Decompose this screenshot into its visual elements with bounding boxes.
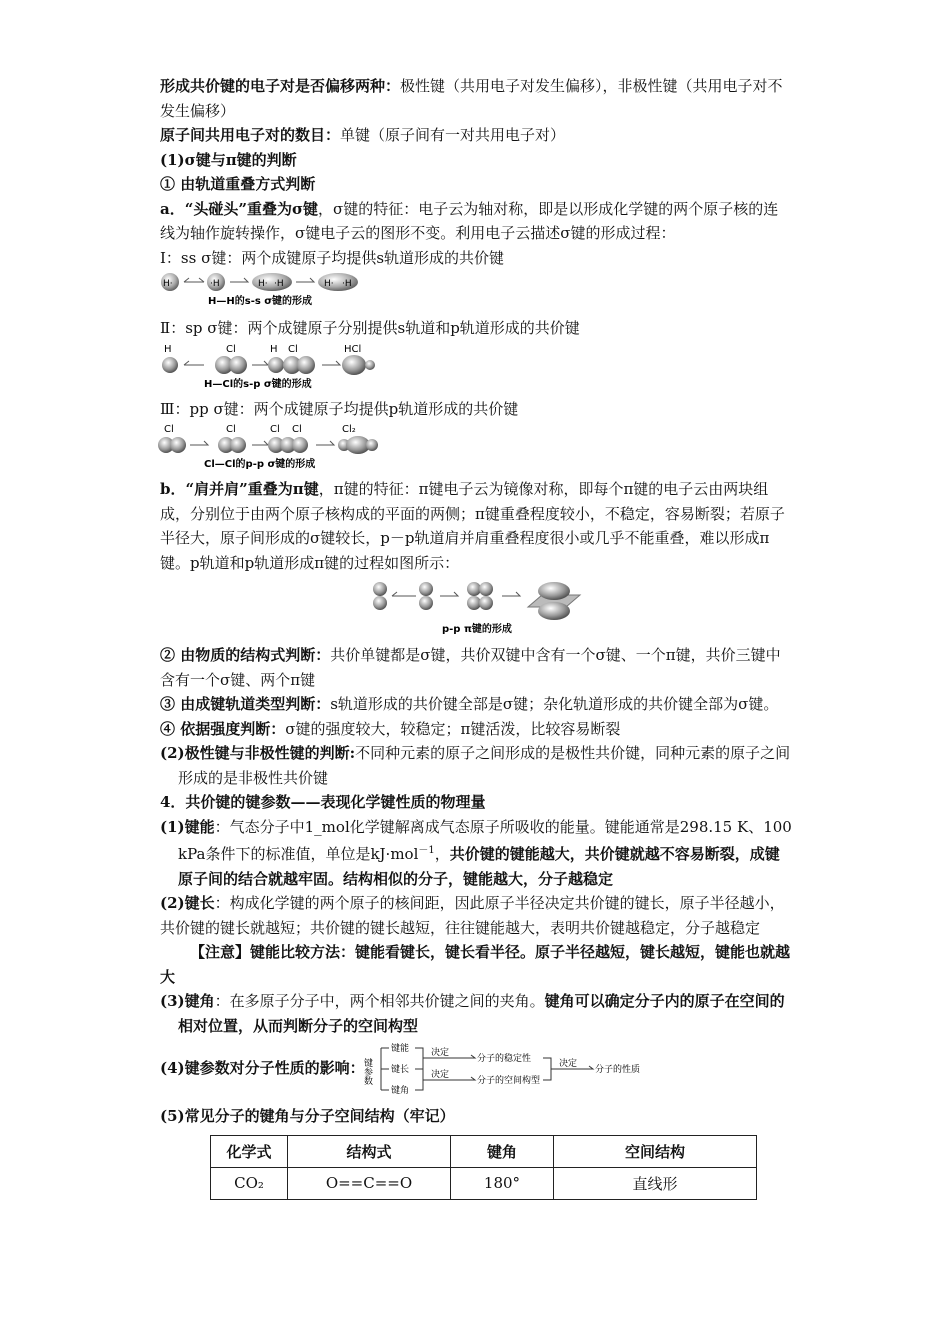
diagram-item: 键长 [390,1065,409,1075]
arrow-icon [184,278,204,282]
atom-label: Cl [292,424,302,435]
bold-lead: (2)键长 [160,894,215,912]
para-text: 极性键（共用电子对发生偏移），非极性键（共用电子对不发生偏移） [160,77,783,120]
atom-label: H· [324,279,334,289]
orbital-type-para [160,692,792,717]
table-cell: CO₂ [211,1167,288,1199]
diagram-item: 键能 [390,1044,409,1054]
atom-label: Cl [164,424,174,435]
atom-label: Cl [270,424,280,435]
atom-label: H· [258,279,268,289]
common-molecules-heading: (5)常见分子的键角与分子空间结构（牢记） [160,1107,455,1125]
para-text: ， [434,845,450,863]
table-cell: 180° [451,1167,554,1199]
atom-label: Cl₂ [342,424,356,435]
cl2-lobe [366,439,378,451]
polar-bond-para [160,741,792,790]
bold-lead: ——表现化学键性质的物理量 [290,793,486,811]
para-text: 共价单键都是σ键，共价双键中含有一个σ键、一个π键，共价三键中含有一个σ键、两个π键 [160,646,781,689]
atom-label: HCl [344,343,362,355]
bold-text: 键角可以确定分子内的原子在空间的相对位置，从而判断分子的空间构型 [178,992,785,1035]
note-para: 【注意】键能比较方法：键能看键长，键长看半径。原子半径越短，键长越短，键能也就越大 [160,943,791,986]
atom-label: Cl [226,424,236,435]
table-row [211,1167,757,1199]
bond-energy-para [160,815,792,892]
arrow-icon [252,441,268,445]
pi-diagram [370,577,590,635]
pi-lobe-lower [538,602,570,620]
diagram-root: 键参数 [361,1058,372,1085]
ss-sigma-diagram [160,272,380,308]
pi-para [160,477,792,575]
table-cell: O==C==O [288,1167,451,1199]
para-text: s轨道形成的共价键全部是σ键；杂化轨道形成的共价键全部为σ键。 [330,695,779,713]
pi-lobe-upper [538,582,570,600]
para-text: 不同种元素的原子之间形成的是极性共价键，同种元素的原子之间形成的是非极性共价键 [178,744,791,787]
bold-text: 共价键的键能越大，共价键就越不容易断裂，成键原子间的结合就越牢固。结构相似的分子，键能越大，分子越稳定 [178,845,780,888]
parameter-effects-diagram [361,1040,640,1096]
pp-sigma-text: Ⅲ：pp σ键：两个成键原子均提供p轨道形成的共价键 [160,399,519,418]
figure-caption: H—H的s-s σ键的形成 [208,296,313,307]
bold-lead: (1)键能 [160,817,215,836]
structural-formula-para [160,643,792,692]
atom-label: Cl [288,343,298,355]
arrow-icon [322,361,340,365]
bold-lead: 4．共价键的键参数 [160,793,291,811]
ss-sigma-figure [160,272,792,312]
arrow-icon [316,441,334,445]
bold-lead: a．“头碰头”重叠为σ键 [160,199,319,218]
p-lobe [419,596,433,610]
bold-lead: ③ 由成键轨道类型判断： [160,695,331,713]
pp-sigma-diagram [160,423,390,469]
heading-bond-parameters [160,790,792,815]
pi-figure [160,577,792,639]
bold-lead: (2)极性键与非极性键的判断: [160,744,356,762]
sp-sigma-text: Ⅱ：sp σ键：两个成键原子分别提供s轨道和p轨道形成的共价键 [160,319,580,337]
arrow-icon [296,278,314,282]
heading-overlap: ① 由轨道重叠方式判断 [160,175,316,193]
decide-label: 决定 [430,1048,449,1058]
h-atom [162,357,178,373]
diagram-mid: 分子的空间构型 [476,1076,540,1086]
p-lobe [297,356,315,374]
p-lobe [229,356,247,374]
strength-para [160,717,792,742]
hcl-molecule [342,355,366,375]
atom-label: ·H [274,279,284,289]
bold-lead: b．“肩并肩”重叠为π键 [160,480,319,498]
p-lobe [373,596,387,610]
pp-sigma-figure [160,423,792,473]
p-lobe [467,596,481,610]
arrow-icon [184,361,204,365]
parameter-effects-row [160,1040,792,1096]
bold-lead: ② 由物质的结构式判断： [160,646,331,664]
table-header: 结构式 [288,1135,451,1167]
diagram-item: 键角 [390,1086,409,1096]
bond-length-para [160,891,792,940]
document-page [160,74,792,1200]
diagram-final: 分子的性质 [594,1065,640,1075]
sigma-para [160,197,792,246]
p-lobe [230,437,246,453]
para-text: 单键（原子间有一对共用电子对） [340,126,566,144]
atom-label: H [270,343,278,355]
para-text: ，π键的特征：π键电子云为镜像对称，即每个π键的电子云由两块组成，分别位于由两个原子核构成的平面的两侧；π键重叠程度较小，不稳定，容易断裂；若原子半径大，原子间形成的σ键较长，p－p轨道肩并肩重叠程度很小或几乎不能重叠，难以形成π键。p轨道和p轨道形成π键的过程如图所示： [160,480,785,572]
arrow-icon [440,592,458,596]
diagram-mid: 分子的稳定性 [476,1054,531,1064]
bond-angle-table [210,1135,757,1200]
atom-label: ·H [210,279,220,289]
atom-label: ·H [342,279,352,289]
ss-sigma-text: Ⅰ：ss σ键：两个成键原子均提供s轨道形成的共价键 [160,248,505,267]
para-text: ：气态分子中1_mol化学键解离成气态原子所吸收的能量。键能通常是298.15 K、100 kPa条件下的标准值，单位是kJ·mol [178,817,792,863]
brace-icon [381,1048,389,1090]
p-lobe [479,582,493,596]
shared-pairs-para [160,123,792,148]
table-header: 键角 [451,1135,554,1167]
table-header: 化学式 [211,1135,288,1167]
sp-sigma-figure [160,343,792,393]
bold-lead: ④ 依据强度判断： [160,719,286,738]
p-lobe [292,437,308,453]
figure-caption: Cl—Cl的p-p σ键的形成 [204,459,316,470]
figure-caption: p-p π键的形成 [442,624,512,635]
bond-angle-para [160,989,792,1038]
arrow-icon [392,592,416,596]
decide-label: 决定 [430,1070,449,1080]
bold-lead: (3)键角 [160,992,215,1010]
decide-label: 决定 [558,1059,577,1069]
hcl-lobe [365,360,375,370]
p-lobe [467,582,481,596]
heading-sigma-pi: (1)σ键与π键的判断 [160,150,297,169]
figure-caption: H—Cl的s-p σ键的形成 [204,378,312,390]
para-text: ，σ键的特征：电子云为轴对称，即是以形成化学键的两个原子核的连线为轴作旋转操作，σ键电子云的图形不变。利用电子云描述σ键的形成过程： [160,199,779,242]
para-text: ：构成化学键的两个原子的核间距，因此原子半径决定共价键的键长，原子半径越小，共价键的键长就越短；共价键的键长越短，往往键能越大，表明共价键越稳定，分子越稳定 [160,894,785,937]
bond-polarity-para [160,74,792,123]
h-atom [268,357,284,373]
p-lobe [170,437,186,453]
arrow-icon [502,592,520,596]
superscript: －1 [418,845,435,856]
table-cell: 直线形 [554,1167,757,1199]
atom-label: Cl [226,343,236,355]
p-lobe [479,596,493,610]
arrow-icon [252,361,268,365]
bold-lead: (4)键参数对分子性质的影响： [160,1059,365,1077]
table-header: 空间结构 [554,1135,757,1167]
bold-lead: 原子间共用电子对的数目： [160,126,341,144]
arrow-icon [190,441,208,445]
p-lobe [373,582,387,596]
bold-lead: 形成共价键的电子对是否偏移两种： [160,77,401,95]
para-text: σ键的强度较大，较稳定；π键活泼，比较容易断裂 [285,719,621,738]
p-lobe [419,582,433,596]
atom-label: H [164,343,172,355]
table-header-row [211,1135,757,1167]
atom-label: H· [163,279,173,289]
sp-sigma-diagram [160,343,390,389]
para-text: ：在多原子分子中，两个相邻共价键之间的夹角。 [214,992,545,1010]
arrow-icon [230,278,248,282]
